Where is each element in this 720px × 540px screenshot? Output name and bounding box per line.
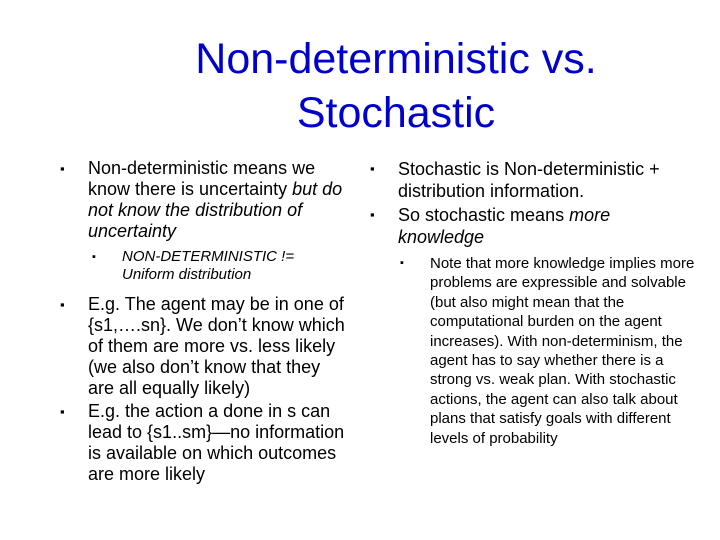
left-column: [60, 158, 350, 487]
bullet-action-outcome-example: ▪ E.g. the action a done in s can lead to {s1..sm}—no information is available on which outcomes are more likely: [60, 401, 350, 485]
subbullet-text: NON-DETERMINISTIC != Uniform distribution: [122, 248, 295, 283]
bullet-text: Non-deterministic means we know there is uncertainty: [88, 158, 316, 199]
bullet-nondeterministic-definition: [60, 158, 350, 242]
slide-title: [150, 32, 642, 140]
bullet-italic-text: more knowledge: [398, 205, 611, 247]
bullet-stochastic-definition: ▪ Stochastic is Non-deterministic + distribution information.: [370, 158, 696, 202]
bullet-text: So stochastic means: [398, 205, 570, 225]
bullet-italic-text: but do not know the distribution of uncertainty: [88, 179, 343, 241]
slide-title-line-2: Stochastic: [296, 89, 496, 137]
slide-title-line-1: Non-deterministic vs.: [195, 35, 597, 83]
subbullet-knowledge-note: ▪ Note that more knowledge implies more problems are expressible and solvable (but also might mean that the computational burden on the agent increases). With non-determinism, the agent has to say whether there is a strong vs. weak plan. With stochastic actions, the agent can also talk about plans that satisfy goals with different levels of probability: [400, 254, 696, 448]
right-column: [370, 158, 696, 452]
subbullet-nondeterministic-not-uniform: [92, 248, 350, 284]
bullet-stochastic-more-knowledge: [370, 204, 696, 248]
bullet-agent-state-example: ▪ E.g. The agent may be in one of {s1,….sn}. We don’t know which of them are more vs. less likely (we also don’t know that they are all equally likely): [60, 294, 350, 399]
